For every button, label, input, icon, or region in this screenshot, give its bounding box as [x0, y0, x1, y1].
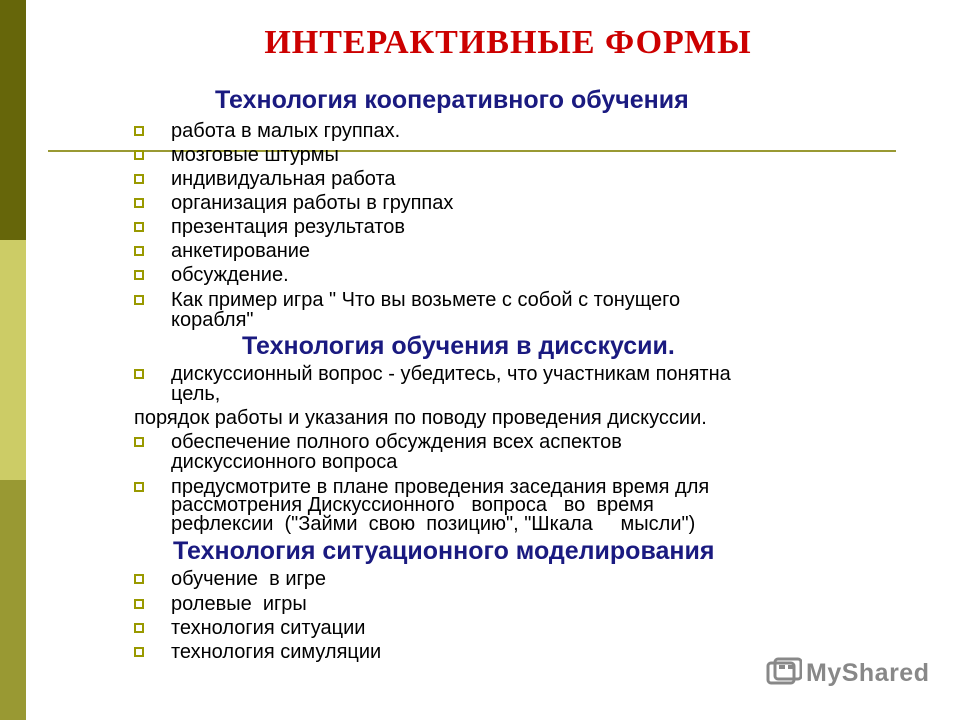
- myshared-logo-icon: [766, 657, 802, 689]
- bullet-icon: [134, 295, 144, 305]
- bullet-icon: [134, 623, 144, 633]
- bullet-icon: [134, 222, 144, 232]
- bullet-icon: [134, 647, 144, 657]
- watermark: [766, 655, 936, 691]
- slide-title: ИНТЕРАКТИВНЫЕ ФОРМЫ: [264, 24, 752, 61]
- bullet-icon: [134, 246, 144, 256]
- bullet-icon: [134, 574, 144, 584]
- plain-text-line: порядок работы и указания по поводу проведения дискуссии.: [134, 407, 707, 429]
- sidebar-band-bottom: [0, 480, 26, 720]
- bullet-icon: [134, 369, 144, 379]
- bullet-icon: [134, 174, 144, 184]
- section-heading-situational: Технология ситуационного моделирования: [173, 537, 715, 565]
- bullet-icon: [134, 270, 144, 280]
- bullet-icon: [134, 150, 144, 160]
- section-heading-cooperative: Технология кооперативного обучения: [215, 86, 689, 114]
- bullet-icon: [134, 482, 144, 492]
- section-heading-discussion: Технология обучения в дисскусии.: [242, 332, 675, 360]
- bullet-icon: [134, 437, 144, 447]
- sidebar-band-middle: [0, 240, 26, 480]
- bullet-icon: [134, 126, 144, 136]
- bullet-icon: [134, 599, 144, 609]
- watermark-text: MyShared: [806, 659, 930, 687]
- bullet-icon: [134, 198, 144, 208]
